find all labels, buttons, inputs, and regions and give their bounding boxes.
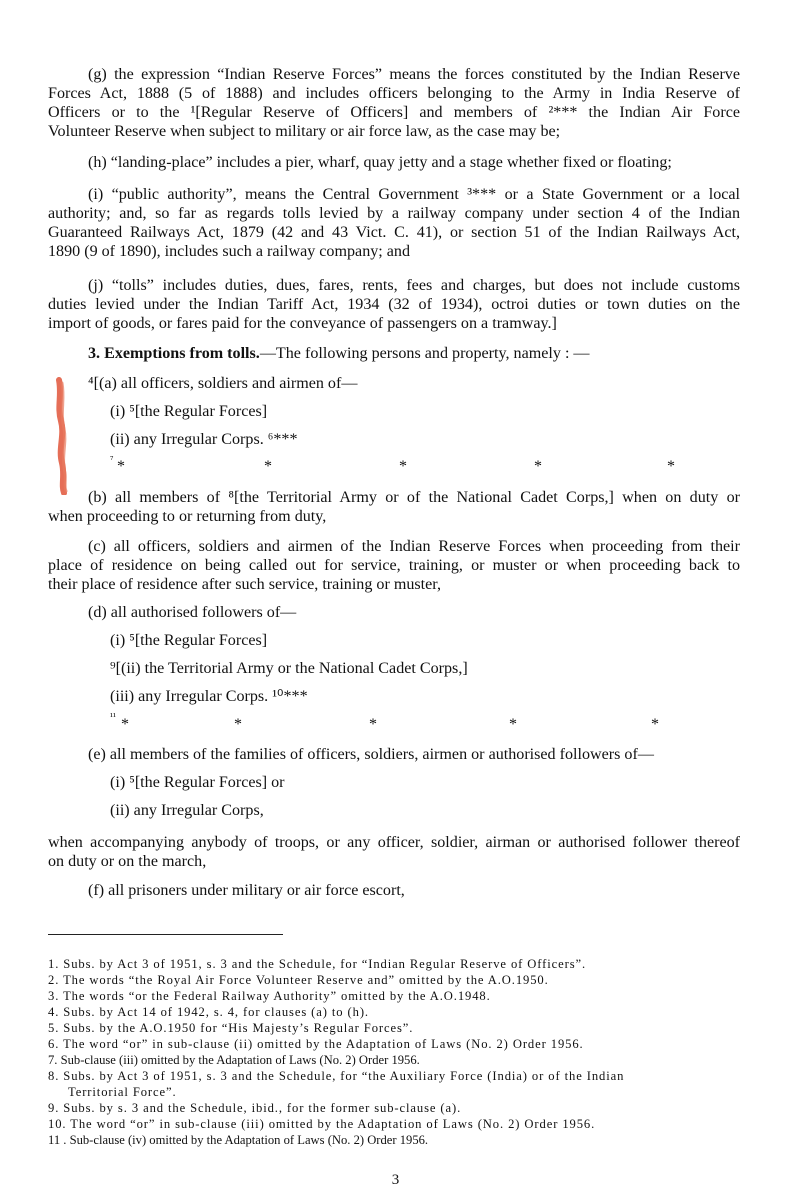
section-3-heading-line — [88, 344, 590, 364]
clause-d-i: (i) ⁵[the Regular Forces] — [110, 632, 268, 649]
clause-g-line-4: Volunteer Reserve when subject to military or air force law, as the case may be; — [48, 123, 561, 140]
section-3-title: 3. Exemptions from tolls. — [88, 345, 260, 362]
star: * — [651, 716, 659, 733]
clause-e: (e) all members of the families of officers, soldiers, airmen or authorised followers of— — [88, 746, 654, 763]
clause-c-line-1: (c) all officers, soldiers and airmen of the Indian Reserve Forces when proceeding from their — [88, 538, 740, 555]
footnote-11: 11 . Sub-clause (iv) omitted by the Adaptation of Laws (No. 2) Order 1956. — [48, 1132, 429, 1147]
clause-i-line-2: authority; and, so far as regards tolls levied by a railway company under section 4 of the Indian — [48, 205, 740, 222]
page-number: 3 — [391, 1172, 400, 1188]
clause-g-line-3: Officers or to the ¹[Regular Reserve of Officers] and members of ²*** the Indian Air Force — [48, 104, 740, 121]
clause-e-ii: (ii) any Irregular Corps, — [110, 802, 264, 819]
star: * — [264, 458, 272, 475]
footnote-7: 7. Sub-clause (iii) omitted by the Adaptation of Laws (No. 2) Order 1956. — [48, 1052, 420, 1067]
footnote-8: 8. Subs. by Act 3 of 1951, s. 3 and the Schedule, for “the Auxiliary Force (India) or of the Indian — [48, 1068, 625, 1083]
footnote-marker-7: ⁷ — [110, 454, 114, 466]
clause-i-line-1: (i) “public authority”, means the Central Government ³*** or a State Government or a local — [88, 186, 740, 203]
footnote-divider — [48, 934, 283, 935]
star: * — [117, 458, 125, 475]
star: * — [509, 716, 517, 733]
star: * — [534, 458, 542, 475]
clause-h: (h) “landing-place” includes a pier, wharf, quay jetty and a stage whether fixed or floating; — [88, 154, 672, 171]
clause-a-ii: (ii) any Irregular Corps. ⁶*** — [110, 431, 298, 448]
clause-d: (d) all authorised followers of— — [88, 604, 297, 621]
star: * — [667, 458, 675, 475]
footnote-marker-11: ¹¹ — [110, 711, 116, 723]
clause-f: (f) all prisoners under military or air force escort, — [88, 882, 405, 899]
footnote-10: 10. The word “or” in sub-clause (iii) omitted by the Adaptation of Laws (No. 2) Order 1956. — [48, 1116, 596, 1131]
star: * — [234, 716, 242, 733]
clause-d-iii: (iii) any Irregular Corps. ¹⁰*** — [110, 688, 308, 705]
footnote-8-continuation: Territorial Force”. — [68, 1084, 177, 1099]
clause-e-i: (i) ⁵[the Regular Forces] or — [110, 774, 285, 791]
clause-j-line-2: duties levied under the Indian Tariff Act, 1934 (32 of 1934), octroi duties or town duties on the — [48, 296, 740, 313]
footnote-5: 5. Subs. by the A.O.1950 for “His Majesty’s Regular Forces”. — [48, 1020, 414, 1035]
clause-d-ii: ⁹[(ii) the Territorial Army or the National Cadet Corps,] — [110, 660, 468, 677]
footnote-1: 1. Subs. by Act 3 of 1951, s. 3 and the Schedule, for “Indian Regular Reserve of Officers”. — [48, 956, 587, 971]
section-3-intro: —The following persons and property, namely : — — [259, 345, 590, 362]
clause-b-line-2: when proceeding to or returning from duty, — [48, 508, 327, 525]
clause-e-continuation-line-2: on duty or on the march, — [48, 853, 207, 870]
footnote-4: 4. Subs. by Act 14 of 1942, s. 4, for clauses (a) to (h). — [48, 1004, 369, 1019]
red-pencil-mark-icon — [53, 377, 78, 495]
star: * — [121, 716, 129, 733]
clause-e-continuation-line-1: when accompanying anybody of troops, or any officer, soldier, airman or authorised follower thereof — [48, 834, 740, 851]
footnote-6: 6. The word “or” in sub-clause (ii) omitted by the Adaptation of Laws (No. 2) Order 1956. — [48, 1036, 584, 1051]
clause-b-line-1: (b) all members of ⁸[the Territorial Army or of the National Cadet Corps,] when on duty or — [88, 489, 740, 506]
clause-i-line-3: Guaranteed Railways Act, 1879 (42 and 43 Vict. C. 41), or section 51 of the Indian Railways Act, — [48, 224, 740, 241]
clause-g-line-2: Forces Act, 1888 (5 of 1888) and includes officers belonging to the Army in India Reserve of — [48, 85, 740, 102]
footnote-3: 3. The words “or the Federal Railway Authority” omitted by the A.O.1948. — [48, 988, 491, 1003]
clause-c-line-2: place of residence on being called out for service, training, or muster or when proceeding back to — [48, 557, 740, 574]
clause-c-line-3: their place of residence after such service, training or muster, — [48, 576, 442, 593]
clause-g-line-1: (g) the expression “Indian Reserve Forces” means the forces constituted by the Indian Reserve — [88, 66, 740, 83]
clause-a: ⁴[(a) all officers, soldiers and airmen of— — [88, 375, 358, 392]
clause-i-line-4: 1890 (9 of 1890), includes such a railway company; and — [48, 243, 411, 260]
footnote-9: 9. Subs. by s. 3 and the Schedule, ibid., for the former sub-clause (a). — [48, 1100, 462, 1115]
footnote-2: 2. The words “the Royal Air Force Volunteer Reserve and” omitted by the A.O.1950. — [48, 972, 549, 987]
clause-a-i: (i) ⁵[the Regular Forces] — [110, 403, 268, 420]
star: * — [399, 458, 407, 475]
clause-j-line-1: (j) “tolls” includes duties, dues, fares, rents, fees and charges, but does not include customs — [88, 277, 740, 294]
clause-j-line-3: import of goods, or fares paid for the conveyance of passengers on a tramway.] — [48, 315, 557, 332]
star: * — [369, 716, 377, 733]
